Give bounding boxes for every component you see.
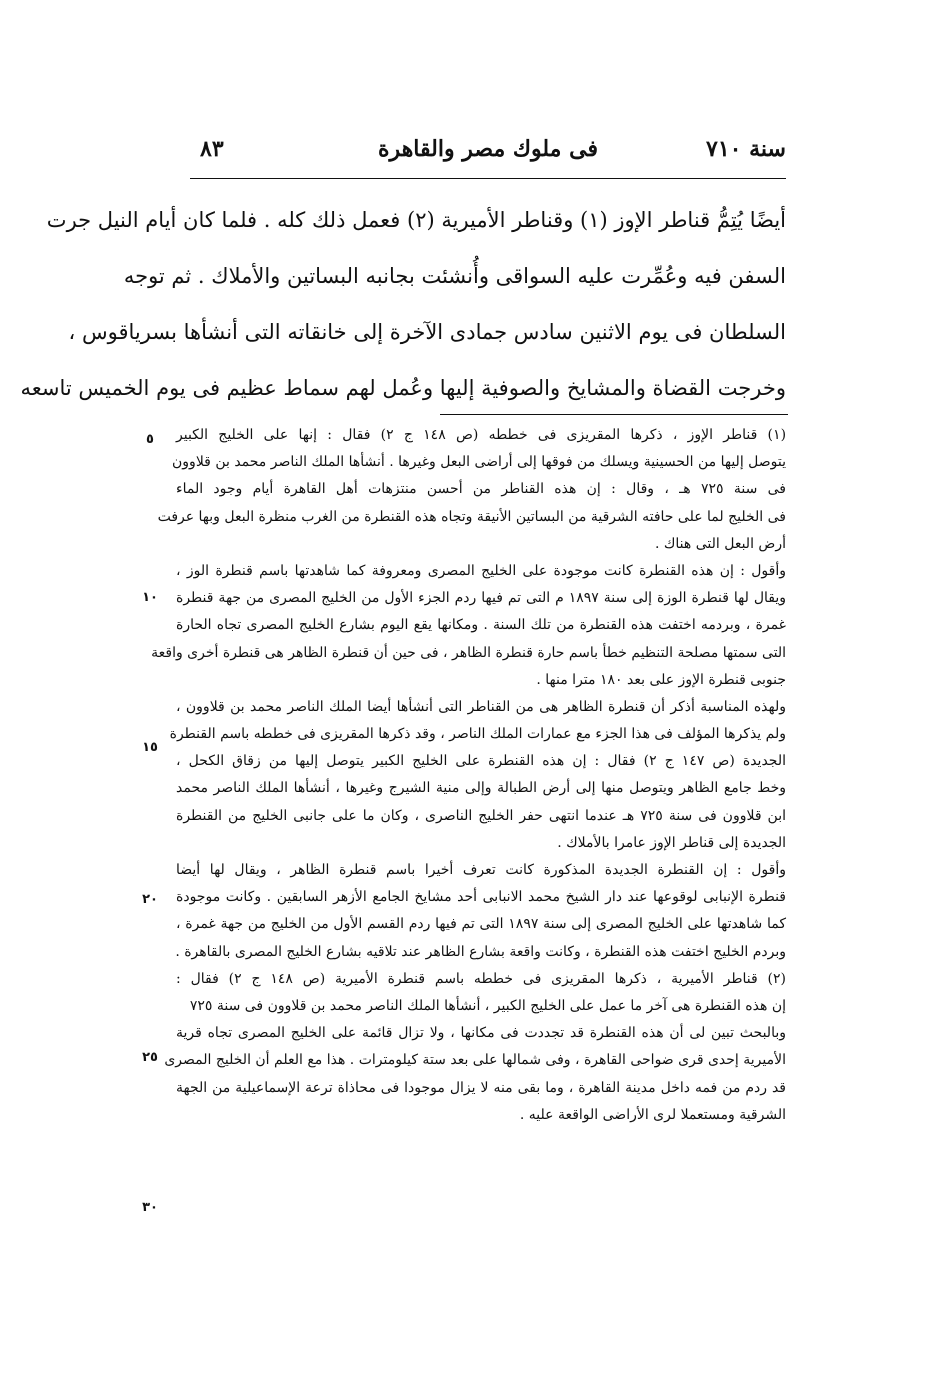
- footnote-line: (٢) قناطر الأميرية ، ذكرها المقريزى فى خططه باسم قنطرة الأميرية (ص ١٤٨ ج ٢) فقال :: [176, 970, 787, 987]
- running-header: [190, 132, 786, 172]
- body-line: السلطان فى يوم الاثنين سادس جمادى الآخرة إلى خانقاته التى أنشأها بسرياقوس ،: [68, 320, 786, 344]
- footnote-line: وأقول : إن القنطرة الجديدة المذكورة كانت تعرف أخيرا باسم قنطرة الظاهر ، ويقال لها أيضا: [176, 862, 786, 878]
- header-rule: [190, 178, 786, 179]
- body-line: السفن فيه وعُمِّرت عليه السواقى وأُنشئت بجانبه البساتين والأملاك . ثم توجه: [123, 264, 786, 288]
- footnote-separator: [440, 414, 788, 415]
- footnote-line: ولم يذكرها المؤلف فى هذا الجزء مع عمارات الملك الناصر ، وقد ذكرها المقريزى فى خططه باسم القنطرة: [169, 726, 786, 743]
- body-line: وخرجت القضاة والمشايخ والصوفية إليها وعُمل لهم سماط عظيم فى يوم الخميس تاسعه: [20, 376, 786, 400]
- footnote-line: ولهذه المناسبة أذكر أن قنطرة الظاهر هى من القناطر التى أنشأها أيضا الملك الناصر محمد بن قلاوون ،: [176, 698, 786, 715]
- footnote-line: غمرة ، وبردمه اختفت هذه القنطرة من تلك السنة . ومكانها يقع اليوم بشارع الخليج المصرى تجاه الحارة: [176, 617, 786, 634]
- footnote-line: ابن قلاوون فى سنة ٧٢٥ هـ عندما انتهى حفر الخليج الناصرى ، وكان ما على جانبى الخليج من القنطرة: [176, 807, 786, 824]
- footnote-line: وأقول : إن هذه القنطرة كانت موجودة على الخليج المصرى ومعروفة كما شاهدتها باسم قنطرة الوز ،: [176, 562, 786, 579]
- footnote-line: (١) قناطر الإوز ، ذكرها المقريزى فى خططه (ص ١٤٨ ج ٢) فقال : إنها على الخليج الكبير: [176, 427, 787, 443]
- body-line: أيضًا يُتِمُّ قناطر الإوز (١) وقناطر الأميرية (٢) فعمل ذلك كله . فلما كان أيام النيل جرت: [46, 208, 786, 232]
- line-number: ٥: [146, 432, 154, 447]
- footnote-line: قنطرة الإنبابى لوقوعها عند دار الشيخ محمد الانبابى أحد مشايخ الجامع الأزهر السابقين . وكانت موجودة: [176, 889, 786, 906]
- footnote-line: ويقال لها قنطرة الوزة إلى سنة ١٨٩٧ م التى تم فيها ردم الجزء الأول من الخليج المصرى من جهة قنطرة: [176, 590, 787, 607]
- footnote-line: الشرقية ومستعملا لرى الأراضى الواقعة عليه .: [519, 1106, 786, 1123]
- footnotes: [151, 422, 787, 1129]
- page-number: ٨٣: [200, 136, 224, 162]
- footnote-line: فى سنة ٧٢٥ هـ ، وقال : إن هذه القناطر من أحسن منتزهات أهل القاهرة أيام وجود الماء: [176, 481, 786, 498]
- line-number: ٢٥: [142, 1050, 158, 1065]
- footnote-line: الأميرية إحدى قرى ضواحى القاهرة ، وفى شمالها على بعد ستة كيلومترات . هذا مع العلم أن الخليج المصرى: [164, 1052, 786, 1069]
- footnote-line: جنوبى قنطرة الإوز على بعد ١٨٠ مترا منها .: [536, 671, 786, 688]
- footnote-line: يتوصل إليها من الحسينية ويسلك من فوقها إلى أراضى البعل وغيرها . أنشأها الملك الناصر محمد بن قلاوون: [172, 454, 786, 471]
- footnote-line: الجديدة (ص ١٤٧ ج ٢) فقال : إن هذه القنطرة على الخليج الكبير يتوصل إليها من زقاق الكحل ،: [176, 753, 786, 770]
- footnote-line: إن هذه القنطرة هى آخر ما عمل على الخليج الكبير ، أنشأها الملك الناصر محمد بن قلاوون فى سنة ٧٢٥: [189, 997, 786, 1014]
- footnote-line: أرض البعل التى هناك .: [654, 535, 786, 552]
- footnote-line: التى سمتها مصلحة التنظيم خطأ باسم حارة قنطرة الظاهر ، فى حين أن قنطرة الظاهر هى قنطرة أخرى واقعة: [151, 644, 786, 661]
- footnote-line: وبالبحث تبين لى أن هذه القنطرة قد تجددت فى مكانها ، ولا تزال قائمة على الخليج المصرى تجاه قرية: [176, 1025, 786, 1042]
- main-text: [20, 192, 786, 416]
- footnote-line: كما شاهدتها على الخليج المصرى إلى سنة ١٨٩٧ التى تم فيها ردم القسم الأول من الخليج من جهة غمرة ،: [176, 916, 786, 933]
- header-title: فى ملوك مصر والقاهرة: [378, 136, 598, 162]
- line-number: ١٥: [142, 740, 158, 755]
- header-year: سنة ٧١٠: [706, 136, 786, 162]
- footnote-line: وبردم الخليج اختفت هذه القنطرة ، وكانت واقعة بشارع الظاهر عند تلاقيه بشارع الخليج المصرى بالقاهرة .: [175, 943, 786, 960]
- line-number: ١٠: [142, 590, 158, 605]
- footnote-line: فى الخليج لما على حافته الشرقية من البساتين الأنيقة وتجاه هذه القنطرة من الغرب منظرة البعل وبها عرفت: [157, 508, 786, 525]
- line-number: ٢٠: [142, 892, 158, 907]
- footnote-line: الجديدة إلى قناطر الإوز عامرا بالأملاك .: [557, 834, 786, 851]
- footnote-line: قد ردم من فمه داخل مدينة القاهرة ، وما بقى منه لا يزال موجودا فى محاذاة ترعة الإسماعيلية من الجهة: [176, 1079, 786, 1096]
- footnote-line: وخط جامع الظاهر ويتوصل منها إلى أرض الطبالة وإلى منية الشيرج وغيرها ، أنشأها الملك الناصر محمد: [176, 780, 786, 797]
- line-number: ٣٠: [142, 1200, 158, 1215]
